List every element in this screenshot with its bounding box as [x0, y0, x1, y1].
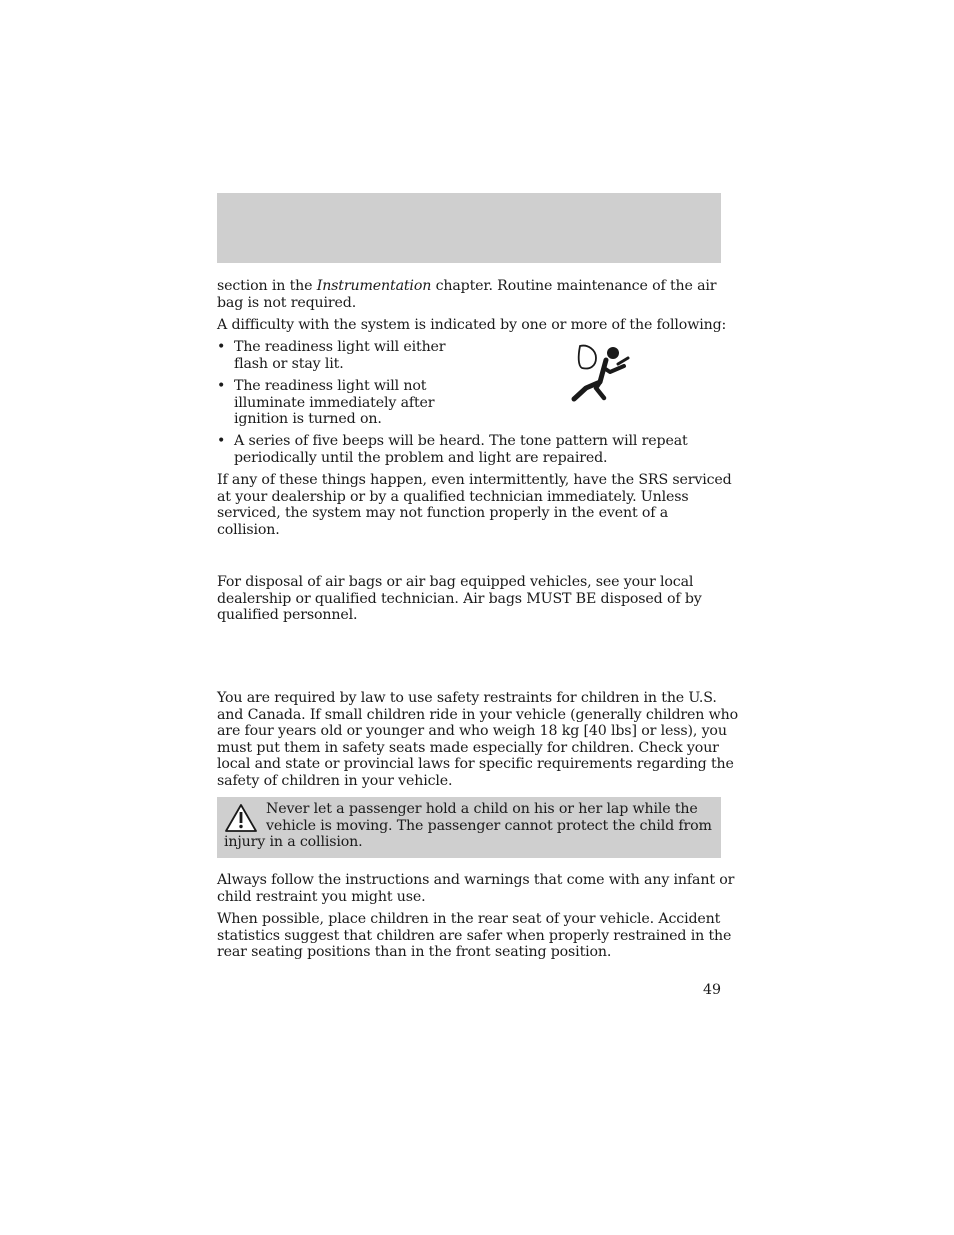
service-line-2: at your dealership or by a qualified technician immediately. Unless [217, 488, 689, 505]
disposal-line-2: dealership or qualified technician. Air bags MUST BE disposed of by [217, 590, 702, 607]
bullet-item-1 [217, 339, 457, 373]
warning-triangle-icon [224, 803, 258, 833]
bullet-dot: • [217, 339, 226, 355]
follow-line-2: child restraint you might use. [217, 888, 426, 905]
bullet-dot: • [217, 378, 226, 394]
rear-seat-paragraph [217, 911, 732, 961]
follow-line-1: Always follow the instructions and warnings that come with any infant or [217, 872, 735, 888]
warning-line-3: injury in a collision. [224, 834, 363, 850]
follow-instructions-paragraph [217, 872, 735, 905]
bullet-1-line-1: The readiness light will either [234, 339, 446, 355]
instrumentation-reference: Instrumentation [316, 278, 432, 294]
bullet-text [234, 433, 688, 466]
bullet-item-2 [217, 378, 457, 428]
law-line-4: must put them in safety seats made especially for children. Check your [217, 739, 719, 756]
bullet-1-line-2: flash or stay lit. [234, 355, 344, 372]
law-line-5: local and state or provincial laws for specific requirements regarding the [217, 756, 734, 772]
law-line-6: safety of children in your vehicle. [217, 772, 453, 789]
bullet-text [234, 339, 445, 372]
rear-seat-line-1: When possible, place children in the rear seat of your vehicle. Accident [217, 911, 721, 927]
disposal-line-1: For disposal of air bags or air bag equipped vehicles, see your local [217, 574, 694, 590]
bullet-2-line-1: The readiness light will not [234, 378, 427, 394]
bullet-2-line-2: illuminate immediately after [234, 394, 435, 411]
warning-line-1: Never let a passenger hold a child on his or her lap while the [266, 801, 698, 817]
intro-line-2: bag is not required. [217, 294, 357, 311]
page-number: 49 [702, 982, 721, 998]
airbag-readiness-icon [566, 342, 632, 402]
law-line-1: You are required by law to use safety restraints for children in the U.S. [217, 690, 717, 706]
bullet-2-line-3: ignition is turned on. [234, 411, 382, 427]
law-line-2: and Canada. If small children ride in your vehicle (generally children who [217, 706, 738, 723]
service-line-1: If any of these things happen, even intermittently, have the SRS serviced [217, 472, 732, 488]
bullet-3-line-2: periodically until the problem and light are repaired. [234, 449, 608, 466]
disposal-paragraph [217, 574, 727, 624]
child-restraint-law-paragraph [217, 690, 738, 789]
bullet-text [234, 378, 434, 428]
intro-paragraph [217, 278, 727, 311]
difficulty-lead-text: A difficulty with the system is indicated by one or more of the following: [217, 317, 727, 333]
intro-line-1 [217, 278, 727, 295]
service-line-4: collision. [217, 521, 280, 538]
difficulty-lead [217, 317, 727, 334]
disposal-line-3: qualified personnel. [217, 607, 358, 623]
intro-line-1-suffix: chapter. Routine maintenance of the air [431, 278, 717, 294]
intro-line-1-prefix: section in the [217, 278, 317, 294]
bullet-3-line-1: A series of five beeps will be heard. The tone pattern will repeat [234, 433, 688, 449]
service-paragraph [217, 472, 732, 538]
rear-seat-line-2: statistics suggest that children are safer when properly restrained in the [217, 927, 732, 944]
rear-seat-line-3: rear seating positions than in the front seating position. [217, 944, 612, 960]
warning-line-2: vehicle is moving. The passenger cannot protect the child from [266, 817, 712, 834]
service-line-3: serviced, the system may not function properly in the event of a [217, 505, 669, 521]
warning-box [217, 797, 721, 858]
bullet-item-3 [217, 433, 717, 467]
chapter-header-band [217, 193, 721, 263]
law-line-3: are four years old or younger and who weigh 18 kg [40 lbs] or less), you [217, 723, 727, 739]
bullet-dot: • [217, 433, 226, 449]
